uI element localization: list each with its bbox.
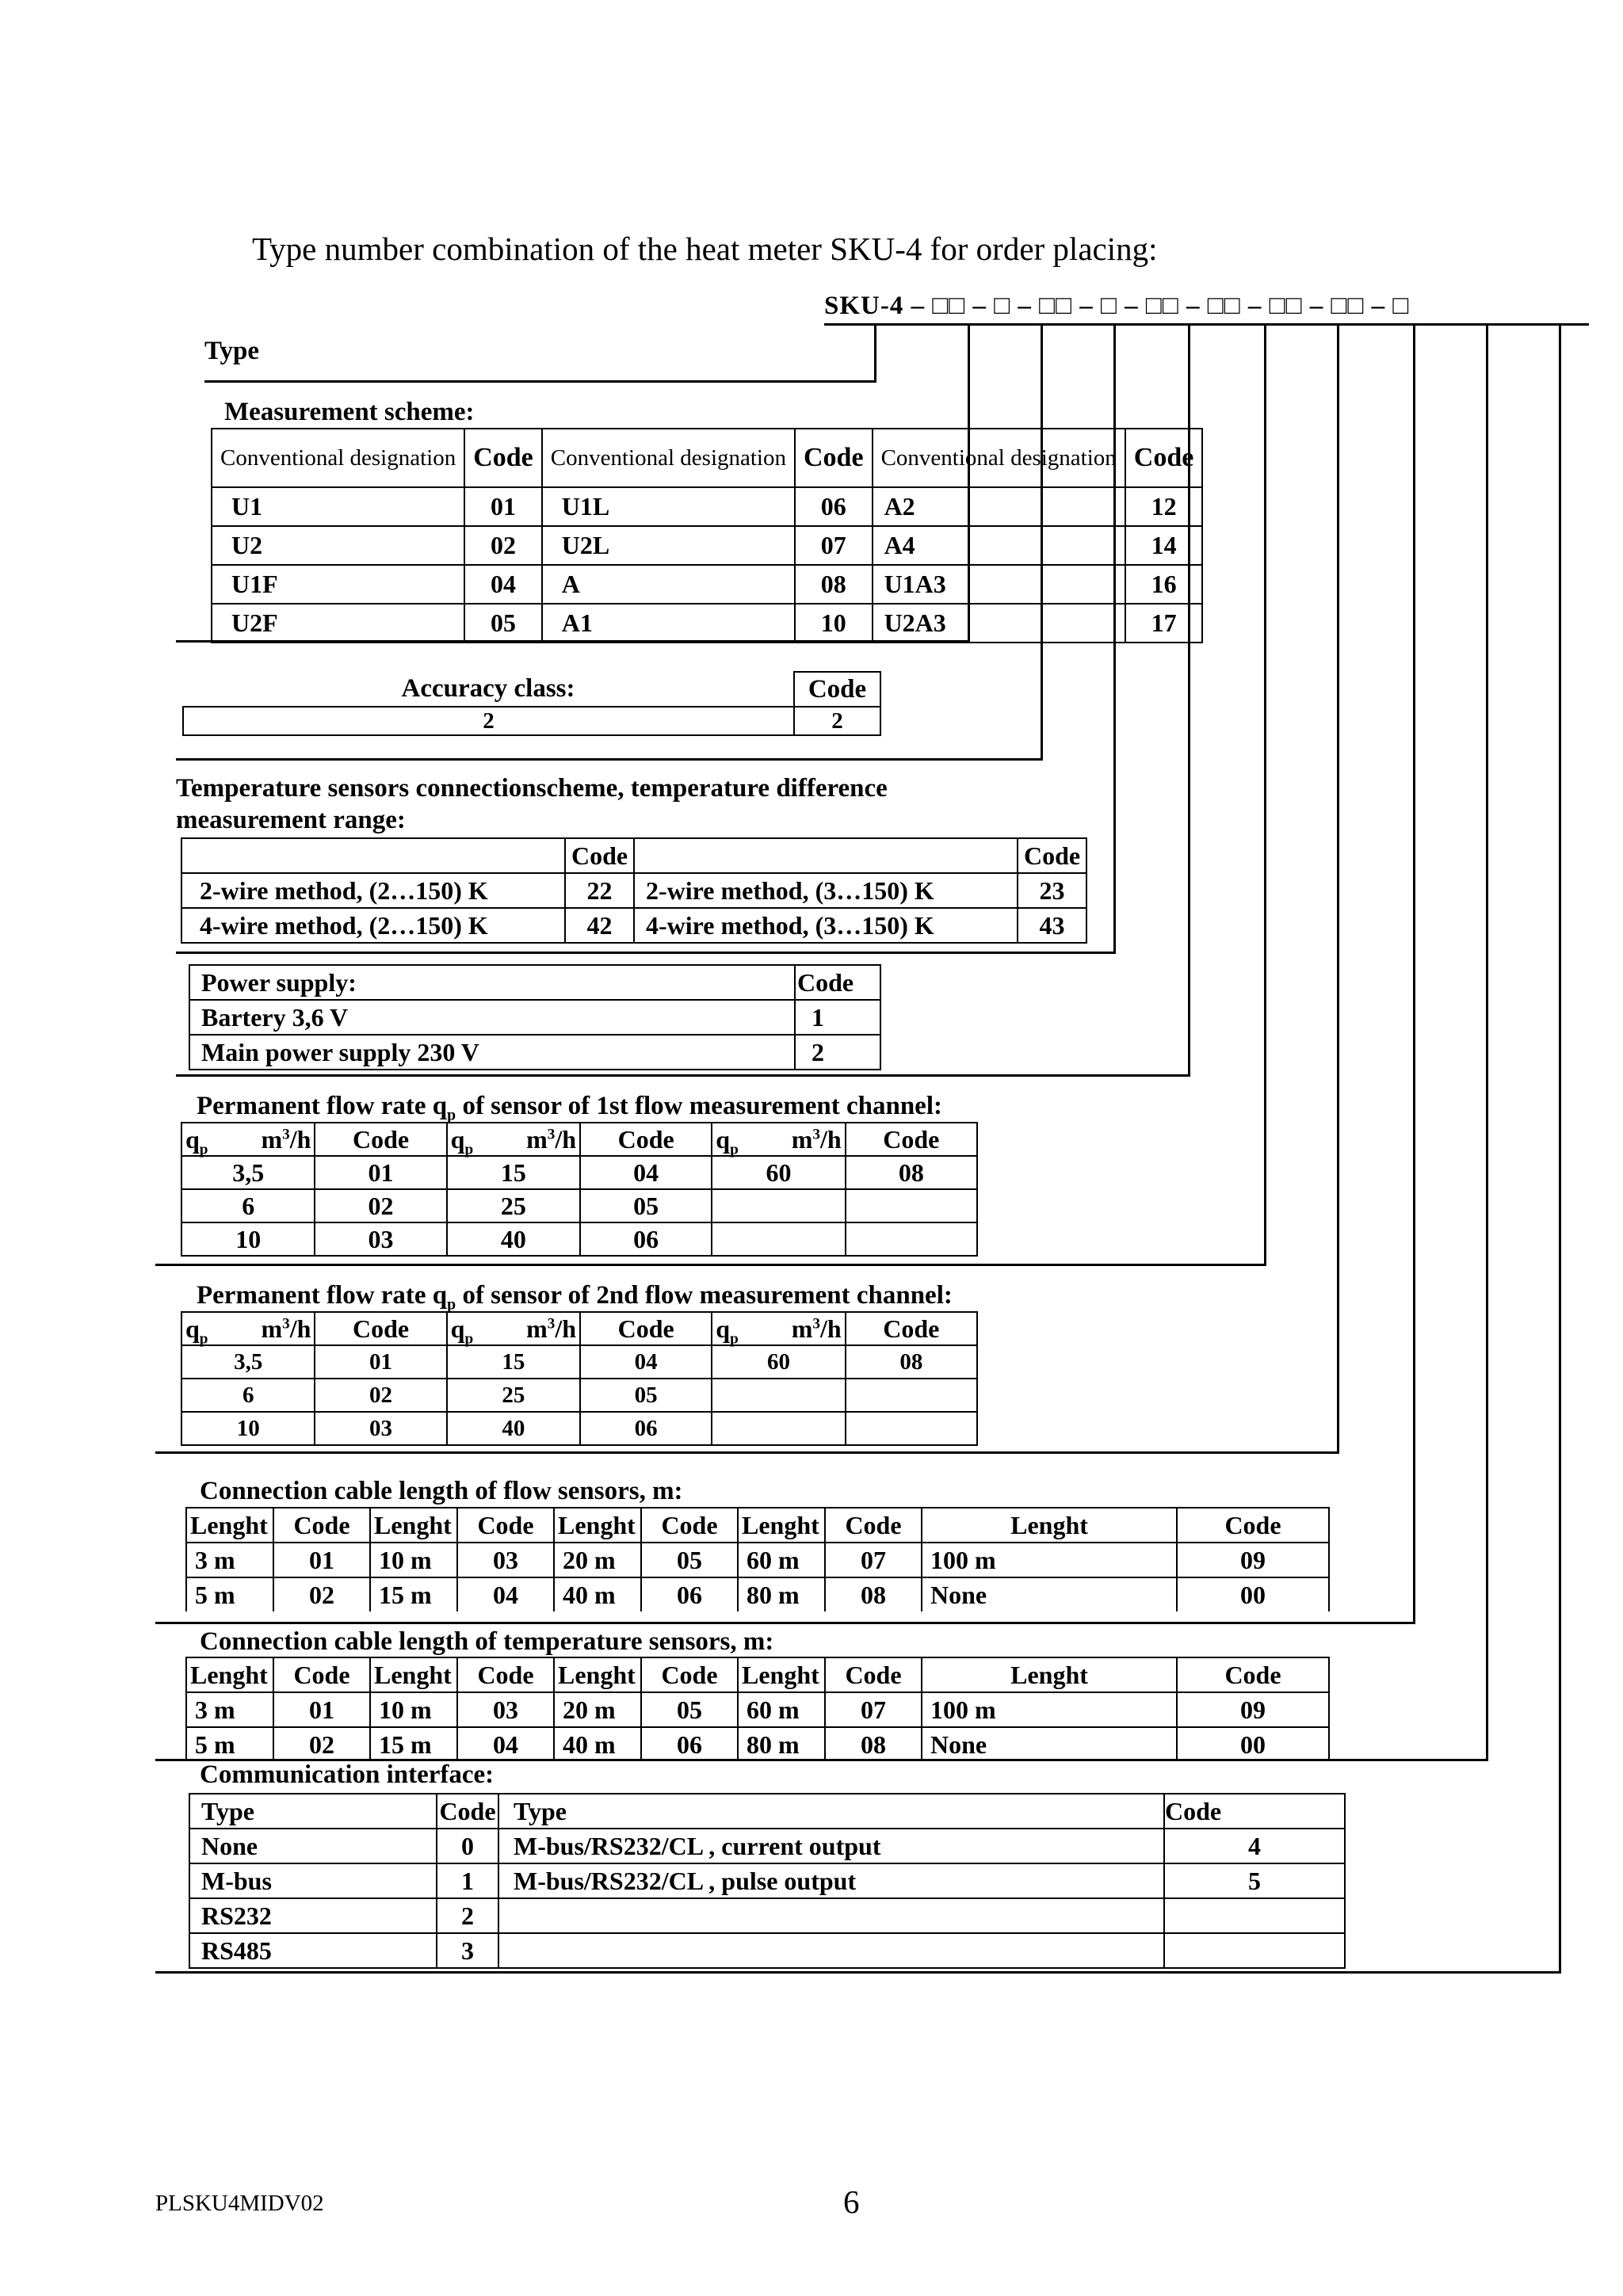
table-cell: 3,5 bbox=[181, 1156, 315, 1189]
cable-flow-label: Connection cable length of flow sensors, m: bbox=[200, 1477, 683, 1505]
table-cell: 3 m bbox=[186, 1543, 273, 1577]
table-cell: 1 bbox=[795, 1000, 880, 1035]
flow2-label bbox=[197, 1281, 953, 1314]
table-header: Code bbox=[273, 1657, 370, 1692]
table-cell: 09 bbox=[1177, 1543, 1329, 1577]
unit-post: /h bbox=[555, 1124, 577, 1154]
table-row bbox=[212, 604, 1202, 643]
cable-temp-label: Connection cable length of temperature sensors, m: bbox=[200, 1627, 774, 1656]
temperature-label-line2: measurement range: bbox=[176, 806, 406, 834]
table-cell: 05 bbox=[580, 1189, 712, 1222]
table-cell: 01 bbox=[315, 1345, 446, 1379]
table-cell: 40 bbox=[447, 1412, 580, 1445]
table-cell: 40 bbox=[447, 1222, 580, 1256]
table-cell: None bbox=[922, 1577, 1177, 1611]
unit-symbol: m bbox=[526, 1124, 548, 1154]
temperature-drop bbox=[1113, 325, 1116, 953]
table-cell: 02 bbox=[464, 526, 542, 565]
table-cell: U1F bbox=[212, 565, 464, 604]
table-cell: 4-wire method, (2…150) K bbox=[181, 908, 565, 943]
table-row bbox=[181, 1189, 977, 1222]
table-header: Code bbox=[580, 1123, 712, 1156]
table-cell: RS485 bbox=[189, 1933, 437, 1968]
flow2-connector bbox=[155, 1451, 1339, 1454]
table-row bbox=[189, 1035, 880, 1070]
code-underline bbox=[824, 323, 1589, 326]
table-cell bbox=[1164, 1898, 1345, 1933]
flow1-table bbox=[181, 1122, 978, 1257]
table-cell: 06 bbox=[641, 1727, 738, 1761]
table-cell: 2 bbox=[437, 1898, 498, 1933]
table-cell: 05 bbox=[464, 604, 542, 643]
table-header: Code bbox=[1177, 1508, 1329, 1543]
flow1-label-sub: p bbox=[447, 1106, 456, 1124]
table-cell: 60 bbox=[712, 1345, 845, 1379]
table-cell: 23 bbox=[1018, 873, 1086, 908]
table-header: Code bbox=[641, 1657, 738, 1692]
table-cell: 15 m bbox=[370, 1577, 457, 1611]
table-cell: 3 m bbox=[186, 1692, 273, 1727]
table-cell: 4-wire method, (3…150) K bbox=[634, 908, 1018, 943]
table-row bbox=[181, 1412, 977, 1445]
table-header: Code bbox=[795, 965, 880, 1000]
table-cell: 08 bbox=[825, 1727, 922, 1761]
table-cell: 14 bbox=[1125, 526, 1203, 565]
table-header bbox=[712, 1123, 845, 1156]
table-cell: 01 bbox=[315, 1156, 446, 1189]
table-row bbox=[181, 873, 1086, 908]
table-row bbox=[186, 1692, 1329, 1727]
q-symbol: q bbox=[716, 1124, 731, 1154]
table-header: Code bbox=[580, 1312, 712, 1345]
table-cell: 3 bbox=[437, 1933, 498, 1968]
unit-symbol: m bbox=[791, 1124, 813, 1154]
table-cell: 02 bbox=[273, 1727, 370, 1761]
q-symbol: q bbox=[450, 1314, 465, 1343]
table-row bbox=[189, 1829, 1345, 1863]
table-cell: Bartery 3,6 V bbox=[189, 1000, 795, 1035]
accuracy-drop bbox=[1041, 325, 1043, 760]
table-header: Code bbox=[315, 1123, 446, 1156]
table-cell: U2 bbox=[212, 526, 464, 565]
table-header bbox=[181, 1312, 315, 1345]
table-row bbox=[189, 1898, 1345, 1933]
table-cell: 60 bbox=[712, 1156, 845, 1189]
table-cell: 06 bbox=[580, 1222, 712, 1256]
flow1-label-text: of sensor of 1st flow measurement channel: bbox=[456, 1092, 942, 1120]
table-cell: 3,5 bbox=[181, 1345, 315, 1379]
table-header: Code bbox=[457, 1508, 554, 1543]
table-cell: 15 bbox=[447, 1345, 580, 1379]
table-cell: 10 bbox=[181, 1222, 315, 1256]
unit-sup: 3 bbox=[282, 1314, 290, 1332]
table-cell: 5 m bbox=[186, 1727, 273, 1761]
power-supply-label: Power supply: bbox=[189, 965, 795, 1000]
table-row bbox=[181, 1345, 977, 1379]
sku-code-string: SKU-4 – □□ – □ – □□ – □ – □□ – □□ – □□ – □□ – □ bbox=[824, 292, 1410, 320]
table-header: Type bbox=[498, 1794, 1164, 1829]
accuracy-connector bbox=[176, 758, 1043, 761]
table-cell: 100 m bbox=[922, 1692, 1177, 1727]
table-row bbox=[212, 526, 1202, 565]
table-cell: 07 bbox=[825, 1692, 922, 1727]
table-cell: 15 m bbox=[370, 1727, 457, 1761]
cable-temp-drop bbox=[1486, 325, 1488, 1760]
table-header: Lenght bbox=[922, 1657, 1177, 1692]
power-supply-table bbox=[189, 964, 881, 1070]
measurement-scheme-label: Measurement scheme: bbox=[224, 398, 475, 426]
table-header: Code bbox=[273, 1508, 370, 1543]
table-cell: 15 bbox=[447, 1156, 580, 1189]
measurement-scheme-table bbox=[211, 428, 1203, 643]
q-symbol: q bbox=[185, 1314, 200, 1343]
flow1-label bbox=[197, 1092, 942, 1124]
table-cell: 00 bbox=[1177, 1577, 1329, 1611]
table-cell: 01 bbox=[464, 487, 542, 526]
table-cell: 43 bbox=[1018, 908, 1086, 943]
table-cell bbox=[846, 1222, 977, 1256]
table-header: Code bbox=[315, 1312, 446, 1345]
flow2-table bbox=[181, 1311, 978, 1446]
table-cell: 2 bbox=[794, 707, 880, 735]
q-symbol: q bbox=[185, 1124, 200, 1154]
table-cell: 42 bbox=[565, 908, 634, 943]
cable-flow-connector bbox=[155, 1622, 1415, 1624]
table-header: Lenght bbox=[738, 1508, 825, 1543]
table-header: Type bbox=[189, 1794, 437, 1829]
table-cell bbox=[846, 1379, 977, 1412]
table-header bbox=[181, 1123, 315, 1156]
table-cell: 25 bbox=[447, 1379, 580, 1412]
unit-symbol: m bbox=[261, 1314, 283, 1343]
table-cell: 100 m bbox=[922, 1543, 1177, 1577]
table-cell: 04 bbox=[457, 1727, 554, 1761]
unit-sup: 3 bbox=[812, 1314, 820, 1332]
table-cell: 05 bbox=[580, 1379, 712, 1412]
q-symbol: q bbox=[716, 1314, 731, 1343]
measurement-connector bbox=[176, 640, 970, 643]
q-symbol: q bbox=[450, 1124, 465, 1154]
table-header: Code bbox=[565, 838, 634, 873]
table-cell bbox=[846, 1189, 977, 1222]
table-cell: M-bus bbox=[189, 1863, 437, 1898]
power-drop bbox=[1188, 325, 1190, 1076]
table-cell: 2-wire method, (2…150) K bbox=[181, 873, 565, 908]
unit-post: /h bbox=[819, 1314, 842, 1343]
type-drop bbox=[874, 325, 876, 382]
comm-connector bbox=[155, 1971, 1561, 1974]
table-cell: 10 bbox=[181, 1412, 315, 1445]
table-cell: U1 bbox=[212, 487, 464, 526]
table-cell: 02 bbox=[273, 1577, 370, 1611]
table-row bbox=[189, 1933, 1345, 1968]
table-cell: 06 bbox=[795, 487, 873, 526]
table-header: Lenght bbox=[370, 1657, 457, 1692]
table-cell: 10 m bbox=[370, 1543, 457, 1577]
q-subscript: p bbox=[730, 1140, 739, 1158]
table-cell: 02 bbox=[315, 1189, 446, 1222]
q-subscript: p bbox=[464, 1140, 474, 1158]
table-cell: U1A3 bbox=[873, 565, 1125, 604]
table-header bbox=[712, 1312, 845, 1345]
table-cell: 40 m bbox=[554, 1577, 641, 1611]
document-code: PLSKU4MIDV02 bbox=[155, 2191, 324, 2216]
table-header: Conventional designation bbox=[542, 429, 795, 487]
table-cell: 07 bbox=[825, 1543, 922, 1577]
page-number: 6 bbox=[843, 2183, 860, 2220]
table-cell: 0 bbox=[437, 1829, 498, 1863]
flow1-drop bbox=[1264, 325, 1266, 1265]
table-header: Code bbox=[825, 1657, 922, 1692]
unit-post: /h bbox=[289, 1124, 311, 1154]
table-header: Lenght bbox=[554, 1508, 641, 1543]
table-header: Code bbox=[437, 1794, 498, 1829]
table-header: Code bbox=[1018, 838, 1086, 873]
table-cell: 10 m bbox=[370, 1692, 457, 1727]
table-row bbox=[189, 1000, 880, 1035]
table-cell: 00 bbox=[1177, 1727, 1329, 1761]
accuracy-label: Accuracy class: bbox=[183, 672, 794, 707]
table-header: Code bbox=[641, 1508, 738, 1543]
table-cell: 03 bbox=[315, 1412, 446, 1445]
type-label: Type bbox=[204, 337, 260, 365]
table-row bbox=[212, 487, 1202, 526]
table-header: Code bbox=[846, 1123, 977, 1156]
table-cell: 03 bbox=[457, 1692, 554, 1727]
q-subscript: p bbox=[730, 1329, 739, 1347]
table-cell: 5 bbox=[1164, 1863, 1345, 1898]
table-cell: A2 bbox=[873, 487, 1125, 526]
table-row bbox=[181, 1379, 977, 1412]
table-cell: M-bus/RS232/CL , current output bbox=[498, 1829, 1164, 1863]
table-cell: 04 bbox=[580, 1345, 712, 1379]
table-header: Lenght bbox=[186, 1508, 273, 1543]
table-cell: 08 bbox=[795, 565, 873, 604]
temperature-table bbox=[181, 837, 1087, 944]
table-header: Conventional designation bbox=[873, 429, 1125, 487]
table-header: Code bbox=[846, 1312, 977, 1345]
table-row bbox=[186, 1543, 1329, 1577]
unit-symbol: m bbox=[526, 1314, 548, 1343]
table-cell: A1 bbox=[542, 604, 795, 643]
flow2-drop bbox=[1337, 325, 1339, 1453]
table-cell: 07 bbox=[795, 526, 873, 565]
measurement-drop bbox=[968, 325, 970, 642]
table-cell: Main power supply 230 V bbox=[189, 1035, 795, 1070]
table-cell bbox=[1164, 1933, 1345, 1968]
table-row bbox=[189, 1863, 1345, 1898]
table-cell: 03 bbox=[315, 1222, 446, 1256]
table-header: Code bbox=[1164, 1794, 1345, 1829]
q-subscript: p bbox=[199, 1140, 208, 1158]
power-connector bbox=[176, 1074, 1190, 1077]
flow1-connector bbox=[155, 1264, 1266, 1266]
table-header: Lenght bbox=[186, 1657, 273, 1692]
table-header: Conventional designation bbox=[212, 429, 464, 487]
unit-symbol: m bbox=[261, 1124, 283, 1154]
table-cell: 80 m bbox=[738, 1727, 825, 1761]
table-cell: 01 bbox=[273, 1543, 370, 1577]
flow2-label-text: Permanent flow rate q bbox=[197, 1281, 448, 1310]
table-row bbox=[181, 1222, 977, 1256]
flow1-label-text: Permanent flow rate q bbox=[197, 1092, 448, 1120]
table-row bbox=[186, 1727, 1329, 1761]
table-cell: 20 m bbox=[554, 1543, 641, 1577]
table-cell: 08 bbox=[825, 1577, 922, 1611]
cable-temp-table bbox=[185, 1657, 1330, 1761]
table-cell bbox=[846, 1412, 977, 1445]
table-cell: M-bus/RS232/CL , pulse output bbox=[498, 1863, 1164, 1898]
table-header: Code bbox=[794, 672, 880, 707]
table-cell: 09 bbox=[1177, 1692, 1329, 1727]
table-cell: 10 bbox=[795, 604, 873, 643]
table-cell bbox=[498, 1933, 1164, 1968]
table-cell: 17 bbox=[1125, 604, 1203, 643]
table-cell: 03 bbox=[457, 1543, 554, 1577]
table-cell: A bbox=[542, 565, 795, 604]
table-header: Lenght bbox=[922, 1508, 1177, 1543]
table-cell: 6 bbox=[181, 1379, 315, 1412]
table-header: Code bbox=[464, 429, 542, 487]
accuracy-table bbox=[182, 671, 881, 736]
table-cell: A4 bbox=[873, 526, 1125, 565]
table-header: Lenght bbox=[738, 1657, 825, 1692]
comm-label: Communication interface: bbox=[200, 1760, 495, 1789]
table-row bbox=[212, 565, 1202, 604]
table-header bbox=[447, 1312, 580, 1345]
table-cell: 2-wire method, (3…150) K bbox=[634, 873, 1018, 908]
table-cell: 02 bbox=[315, 1379, 446, 1412]
temperature-label-line1: Temperature sensors connectionscheme, temperature difference bbox=[176, 774, 888, 803]
table-cell bbox=[712, 1412, 845, 1445]
table-cell: 25 bbox=[447, 1189, 580, 1222]
table-cell: 05 bbox=[641, 1692, 738, 1727]
table-cell: U1L bbox=[542, 487, 795, 526]
q-subscript: p bbox=[464, 1329, 474, 1347]
table-header: Code bbox=[1177, 1657, 1329, 1692]
table-cell: 2 bbox=[183, 707, 794, 735]
table-row bbox=[181, 908, 1086, 943]
table-header: Code bbox=[825, 1508, 922, 1543]
table-cell: 4 bbox=[1164, 1829, 1345, 1863]
unit-sup: 3 bbox=[547, 1125, 556, 1142]
table-cell: 04 bbox=[457, 1577, 554, 1611]
table-cell: 2 bbox=[795, 1035, 880, 1070]
flow2-label-text: of sensor of 2nd flow measurement channel: bbox=[456, 1281, 953, 1310]
temperature-connector bbox=[176, 952, 1116, 954]
table-cell: 6 bbox=[181, 1189, 315, 1222]
table-header: Lenght bbox=[554, 1657, 641, 1692]
table-cell: 60 m bbox=[738, 1543, 825, 1577]
unit-post: /h bbox=[819, 1124, 842, 1154]
comm-drop bbox=[1559, 325, 1561, 1973]
table-cell: 01 bbox=[273, 1692, 370, 1727]
table-header: Code bbox=[1125, 429, 1203, 487]
table-cell: 08 bbox=[846, 1156, 977, 1189]
table-cell: 04 bbox=[580, 1156, 712, 1189]
table-cell bbox=[712, 1222, 845, 1256]
table-cell bbox=[634, 838, 1018, 873]
comm-table bbox=[189, 1793, 1346, 1969]
table-header: Code bbox=[795, 429, 873, 487]
table-cell: 22 bbox=[565, 873, 634, 908]
table-cell: 80 m bbox=[738, 1577, 825, 1611]
unit-sup: 3 bbox=[547, 1314, 556, 1332]
table-cell: None bbox=[922, 1727, 1177, 1761]
table-cell: 12 bbox=[1125, 487, 1203, 526]
unit-post: /h bbox=[289, 1314, 311, 1343]
cable-flow-drop bbox=[1413, 325, 1415, 1623]
table-cell: 1 bbox=[437, 1863, 498, 1898]
table-cell: RS232 bbox=[189, 1898, 437, 1933]
table-cell: None bbox=[189, 1829, 437, 1863]
unit-sup: 3 bbox=[282, 1125, 290, 1142]
table-cell: U2L bbox=[542, 526, 795, 565]
table-header bbox=[447, 1123, 580, 1156]
table-header: Code bbox=[457, 1657, 554, 1692]
table-cell: 20 m bbox=[554, 1692, 641, 1727]
table-cell: 40 m bbox=[554, 1727, 641, 1761]
table-cell: 16 bbox=[1125, 565, 1203, 604]
table-row bbox=[186, 1577, 1329, 1611]
table-row bbox=[183, 707, 880, 735]
page-title: Type number combination of the heat meter SKU-4 for order placing: bbox=[252, 231, 1158, 267]
table-cell: U2A3 bbox=[873, 604, 1125, 643]
table-cell: 05 bbox=[641, 1543, 738, 1577]
q-subscript: p bbox=[199, 1329, 208, 1347]
table-cell: 06 bbox=[641, 1577, 738, 1611]
table-cell bbox=[712, 1379, 845, 1412]
table-header: Lenght bbox=[370, 1508, 457, 1543]
table-cell bbox=[181, 838, 565, 873]
table-cell: 60 m bbox=[738, 1692, 825, 1727]
table-cell bbox=[498, 1898, 1164, 1933]
table-cell: 08 bbox=[846, 1345, 977, 1379]
unit-sup: 3 bbox=[812, 1125, 820, 1142]
table-cell: U2F bbox=[212, 604, 464, 643]
table-cell bbox=[712, 1189, 845, 1222]
table-cell: 06 bbox=[580, 1412, 712, 1445]
table-cell: 04 bbox=[464, 565, 542, 604]
unit-symbol: m bbox=[791, 1314, 813, 1343]
cable-flow-table bbox=[185, 1507, 1330, 1611]
flow2-label-sub: p bbox=[447, 1295, 456, 1314]
table-row bbox=[181, 1156, 977, 1189]
table-cell: 5 m bbox=[186, 1577, 273, 1611]
type-connector bbox=[204, 380, 876, 383]
unit-post: /h bbox=[555, 1314, 577, 1343]
